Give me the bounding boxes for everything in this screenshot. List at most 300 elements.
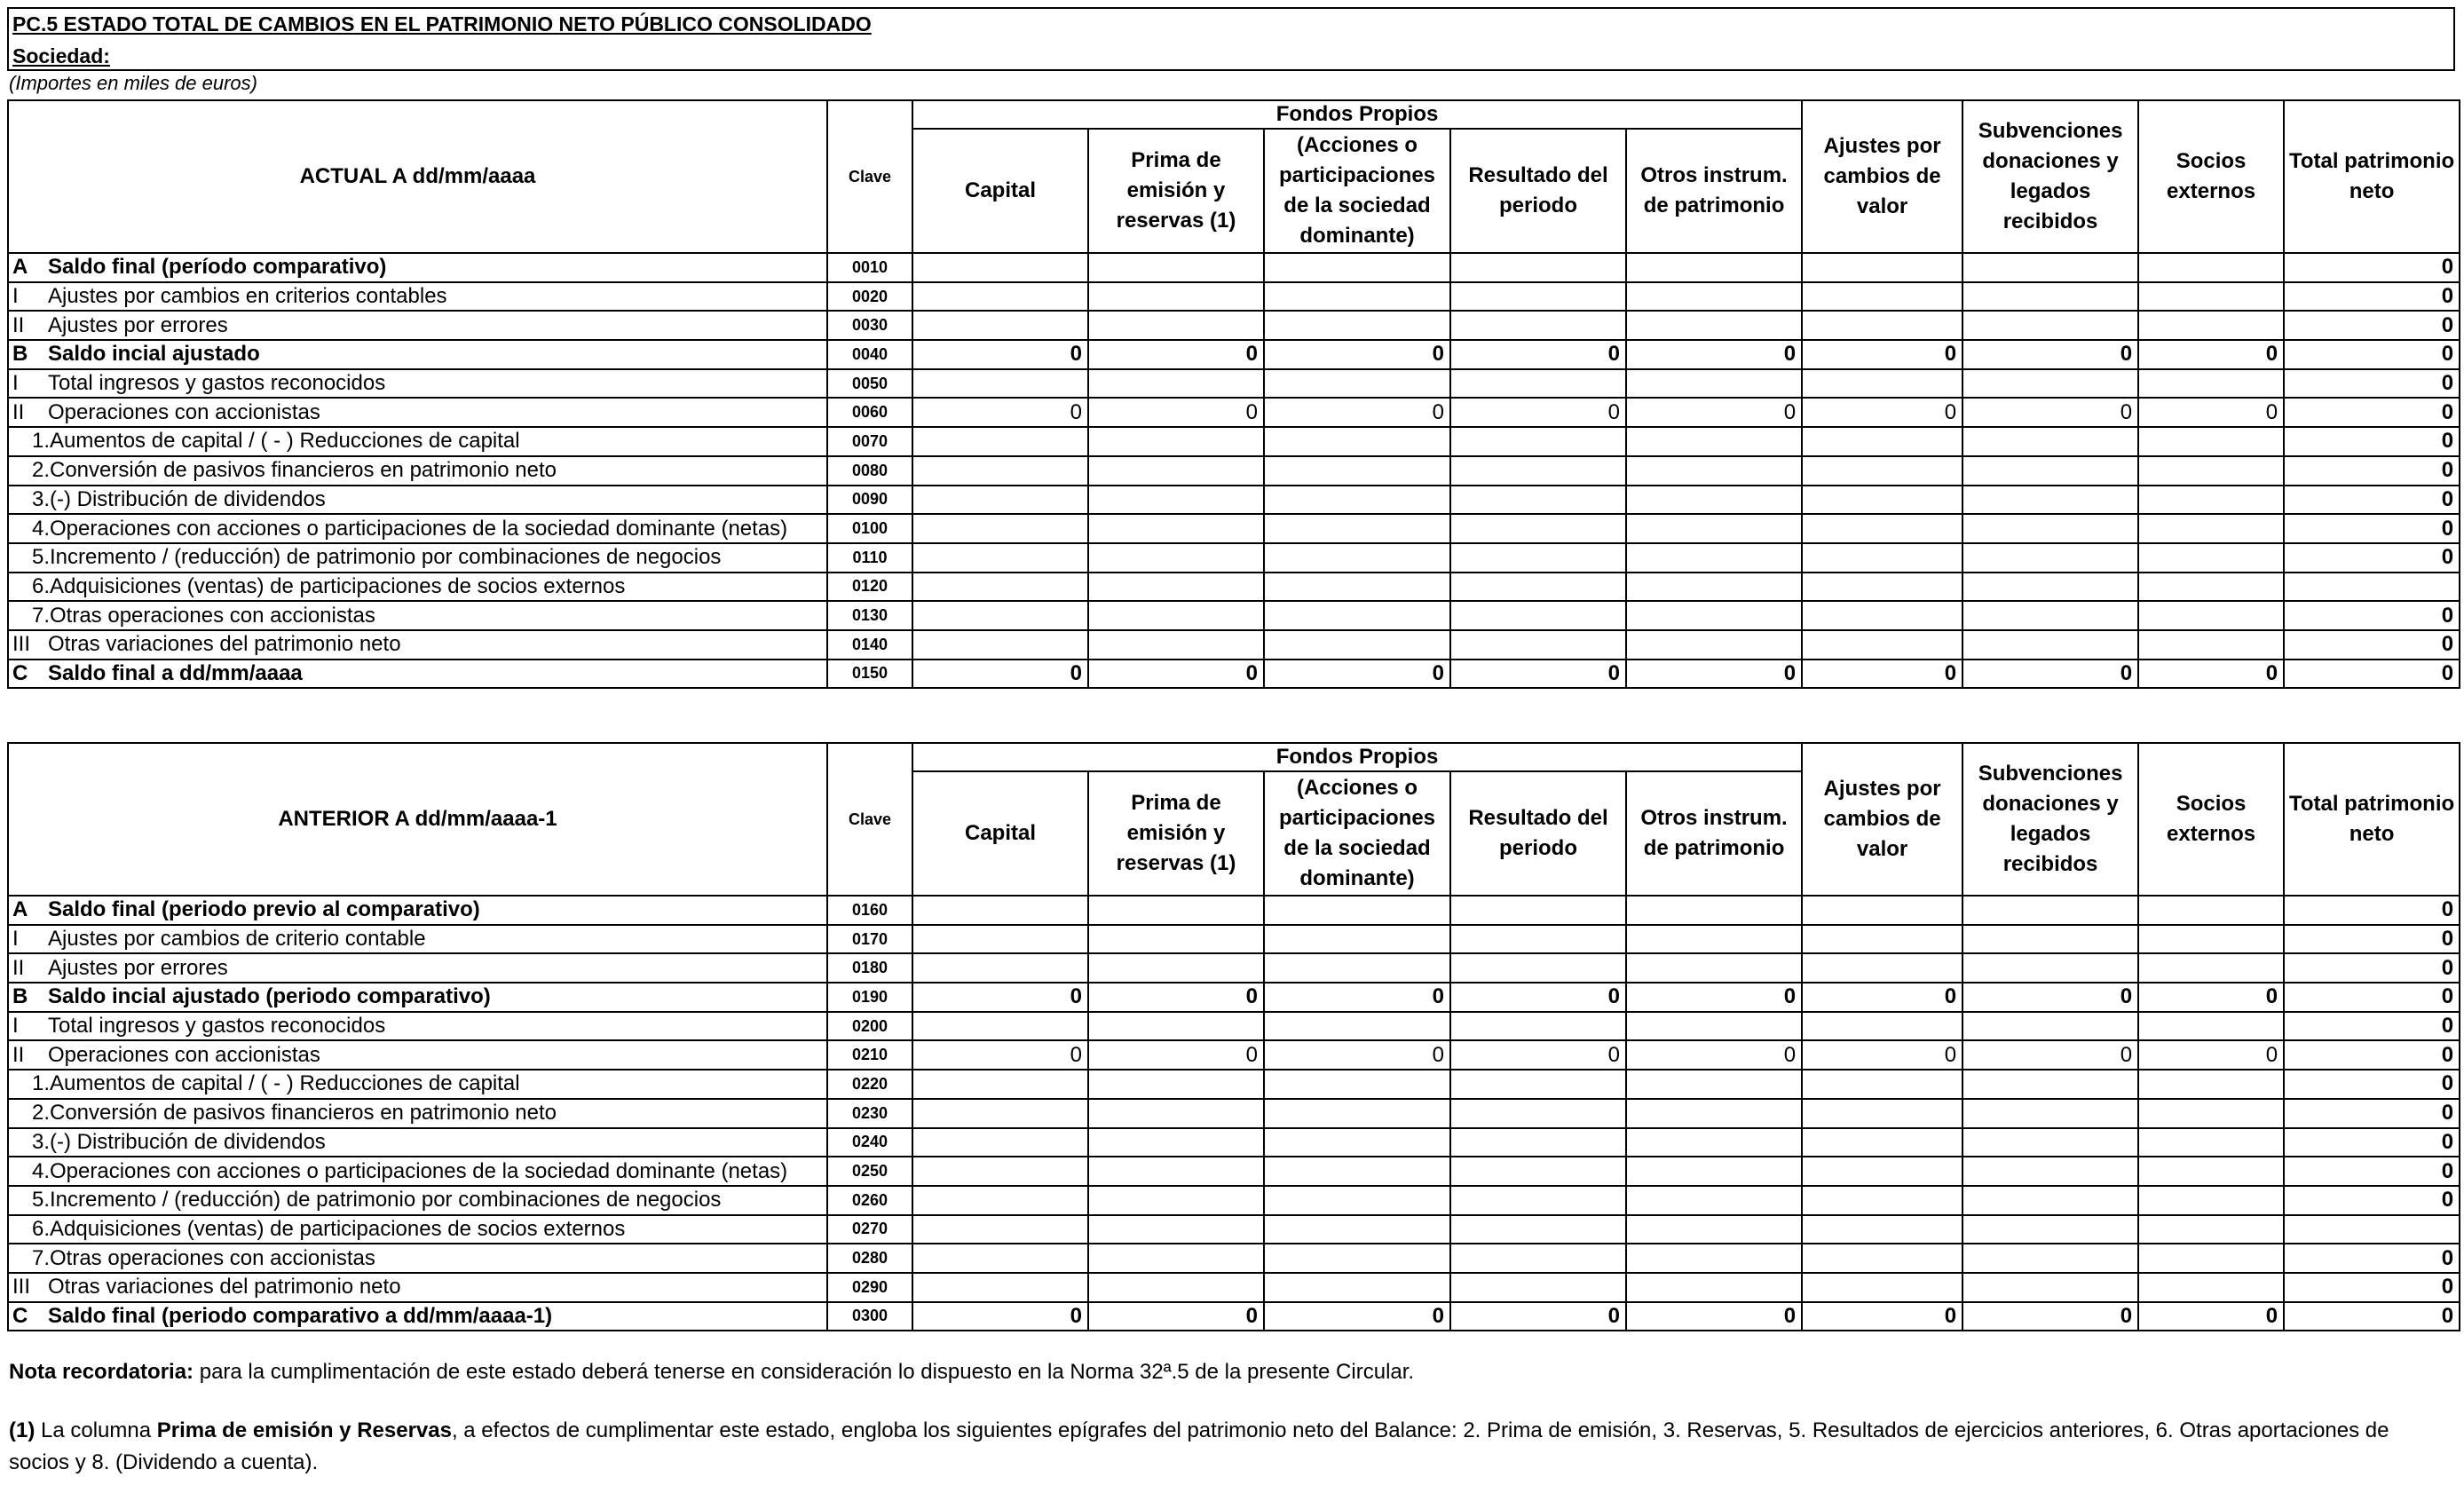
value-cell[interactable]: 0: [912, 1040, 1088, 1070]
value-cell[interactable]: 0: [1088, 660, 1264, 689]
value-cell[interactable]: [1963, 427, 2138, 456]
table-row: [8, 573, 2460, 602]
value-cell[interactable]: [1802, 282, 1963, 312]
value-cell[interactable]: 0: [2284, 369, 2460, 399]
value-cell[interactable]: 0: [2284, 1012, 2460, 1041]
reminder-note: [9, 1360, 1414, 1385]
value-cell[interactable]: [1626, 543, 1802, 573]
footnote-column-name: Prima de emisión y Reservas: [156, 1418, 452, 1442]
value-cell[interactable]: [912, 1128, 1088, 1157]
value-cell[interactable]: [1264, 925, 1450, 954]
value-cell[interactable]: 0: [2138, 1040, 2284, 1070]
value-cell[interactable]: [1802, 427, 1963, 456]
value-cell[interactable]: 0: [2284, 427, 2460, 456]
value-cell[interactable]: 0: [912, 983, 1088, 1012]
value-cell[interactable]: [1264, 456, 1450, 486]
value-cell[interactable]: [1264, 601, 1450, 630]
value-cell[interactable]: 0: [2138, 660, 2284, 689]
value-cell[interactable]: [1802, 543, 1963, 573]
value-cell[interactable]: [1963, 953, 2138, 983]
value-cell[interactable]: 0: [1626, 340, 1802, 369]
value-cell[interactable]: 0: [2284, 1040, 2460, 1070]
value-cell[interactable]: [1088, 486, 1264, 515]
value-cell[interactable]: [1802, 1244, 1963, 1273]
value-cell[interactable]: 0: [1963, 660, 2138, 689]
value-cell[interactable]: [1963, 1215, 2138, 1244]
value-cell[interactable]: [1264, 1244, 1450, 1273]
value-cell[interactable]: [1450, 456, 1626, 486]
value-cell[interactable]: [1450, 925, 1626, 954]
value-cell[interactable]: [1088, 896, 1264, 925]
value-cell[interactable]: [2138, 369, 2284, 399]
value-cell[interactable]: [1264, 896, 1450, 925]
value-cell[interactable]: [1264, 1157, 1450, 1186]
row-label-text: Aumentos de capital / ( - ) Reducciones de capital: [50, 1071, 520, 1096]
value-cell[interactable]: [1963, 543, 2138, 573]
value-cell[interactable]: 0: [2284, 543, 2460, 573]
value-cell[interactable]: 0: [1450, 1040, 1626, 1070]
value-cell[interactable]: 0: [1450, 340, 1626, 369]
value-cell[interactable]: [1963, 253, 2138, 282]
value-cell[interactable]: [1264, 369, 1450, 399]
value-cell[interactable]: [1802, 573, 1963, 602]
value-cell[interactable]: [1802, 456, 1963, 486]
row-code: 0130: [827, 601, 912, 630]
value-cell[interactable]: [1802, 253, 1963, 282]
value-cell[interactable]: [1088, 282, 1264, 312]
value-cell[interactable]: [1088, 1157, 1264, 1186]
value-cell[interactable]: [1450, 1186, 1626, 1215]
value-cell[interactable]: [2138, 1157, 2284, 1186]
value-cell[interactable]: [1963, 1244, 2138, 1273]
value-cell[interactable]: [1264, 1070, 1450, 1099]
sociedad-label: Sociedad:: [12, 44, 110, 67]
value-cell[interactable]: [912, 514, 1088, 543]
value-cell[interactable]: 0: [1264, 398, 1450, 427]
value-cell[interactable]: [1450, 601, 1626, 630]
value-cell[interactable]: [1264, 1273, 1450, 1302]
value-cell[interactable]: [2138, 925, 2284, 954]
value-cell[interactable]: 0: [1264, 340, 1450, 369]
value-cell[interactable]: [1264, 953, 1450, 983]
value-cell[interactable]: [1450, 514, 1626, 543]
value-cell[interactable]: [1088, 1070, 1264, 1099]
value-cell[interactable]: [1088, 369, 1264, 399]
value-cell[interactable]: 0: [1264, 660, 1450, 689]
value-cell[interactable]: 0: [1626, 1040, 1802, 1070]
value-cell[interactable]: [2138, 1186, 2284, 1215]
value-cell[interactable]: [2138, 1244, 2284, 1273]
table-row: [8, 1040, 2460, 1070]
value-cell[interactable]: [912, 953, 1088, 983]
value-cell[interactable]: [1802, 601, 1963, 630]
value-cell[interactable]: [1626, 311, 1802, 340]
value-cell[interactable]: [1626, 925, 1802, 954]
column-header-acciones: (Acciones o participaciones de la sociedad dominante): [1264, 129, 1450, 253]
value-cell[interactable]: [1626, 1215, 1802, 1244]
value-cell[interactable]: [1963, 282, 2138, 312]
value-cell[interactable]: 0: [2284, 1099, 2460, 1128]
value-cell[interactable]: 0: [1450, 983, 1626, 1012]
value-cell[interactable]: 0: [912, 398, 1088, 427]
value-cell[interactable]: [912, 896, 1088, 925]
value-cell[interactable]: 0: [2284, 311, 2460, 340]
value-cell[interactable]: [912, 543, 1088, 573]
value-cell[interactable]: [1963, 456, 2138, 486]
value-cell[interactable]: 0: [2284, 1244, 2460, 1273]
value-cell[interactable]: [1802, 1099, 1963, 1128]
value-cell[interactable]: [1963, 486, 2138, 515]
value-cell[interactable]: [912, 1157, 1088, 1186]
value-cell[interactable]: [1802, 514, 1963, 543]
value-cell[interactable]: [2138, 253, 2284, 282]
value-cell[interactable]: [1626, 456, 1802, 486]
value-cell[interactable]: [912, 1273, 1088, 1302]
value-cell[interactable]: [1088, 1244, 1264, 1273]
value-cell[interactable]: [1088, 311, 1264, 340]
value-cell[interactable]: [1088, 427, 1264, 456]
value-cell[interactable]: 0: [1264, 983, 1450, 1012]
value-cell[interactable]: [1088, 1099, 1264, 1128]
row-label: [8, 601, 827, 630]
value-cell[interactable]: [2138, 456, 2284, 486]
value-cell[interactable]: 0: [1802, 660, 1963, 689]
value-cell[interactable]: [1264, 311, 1450, 340]
value-cell[interactable]: [1963, 1128, 2138, 1157]
table-row: [8, 1070, 2460, 1099]
value-cell[interactable]: [2138, 282, 2284, 312]
value-cell[interactable]: 0: [2284, 925, 2460, 954]
value-cell[interactable]: 0: [1088, 398, 1264, 427]
value-cell[interactable]: [1963, 1070, 2138, 1099]
value-cell[interactable]: 0: [2284, 896, 2460, 925]
row-code: 0120: [827, 573, 912, 602]
value-cell[interactable]: [1802, 369, 1963, 399]
value-cell[interactable]: 0: [912, 1302, 1088, 1331]
value-cell[interactable]: [1450, 573, 1626, 602]
value-cell[interactable]: [912, 427, 1088, 456]
value-cell[interactable]: [1963, 311, 2138, 340]
value-cell[interactable]: [1802, 630, 1963, 660]
value-cell[interactable]: 0: [2284, 1273, 2460, 1302]
value-cell[interactable]: 0: [2284, 1186, 2460, 1215]
value-cell[interactable]: [1963, 1012, 2138, 1041]
value-cell[interactable]: 0: [1802, 1040, 1963, 1070]
value-cell[interactable]: [1802, 1215, 1963, 1244]
value-cell[interactable]: 0: [1088, 1040, 1264, 1070]
value-cell[interactable]: [1264, 253, 1450, 282]
value-cell[interactable]: [1963, 573, 2138, 602]
value-cell[interactable]: [1963, 1186, 2138, 1215]
value-cell[interactable]: [1088, 925, 1264, 954]
value-cell[interactable]: [912, 1215, 1088, 1244]
value-cell[interactable]: 0: [2284, 1302, 2460, 1331]
value-cell[interactable]: [1626, 1186, 1802, 1215]
value-cell[interactable]: [1802, 925, 1963, 954]
value-cell[interactable]: [912, 1244, 1088, 1273]
value-cell[interactable]: [1963, 630, 2138, 660]
value-cell[interactable]: [2138, 427, 2284, 456]
value-cell[interactable]: [1626, 514, 1802, 543]
value-cell[interactable]: [1450, 1244, 1626, 1273]
value-cell[interactable]: [1264, 1099, 1450, 1128]
value-cell[interactable]: [1626, 1099, 1802, 1128]
value-cell[interactable]: [1264, 630, 1450, 660]
value-cell[interactable]: [1264, 514, 1450, 543]
value-cell[interactable]: [2138, 1070, 2284, 1099]
value-cell[interactable]: [2138, 543, 2284, 573]
value-cell[interactable]: 0: [1963, 1302, 2138, 1331]
value-cell[interactable]: [1802, 953, 1963, 983]
value-cell[interactable]: [2284, 1215, 2460, 1244]
value-cell[interactable]: 0: [1088, 1302, 1264, 1331]
value-cell[interactable]: [1450, 1070, 1626, 1099]
value-cell[interactable]: [2138, 486, 2284, 515]
value-cell[interactable]: 0: [2284, 1070, 2460, 1099]
row-label: [8, 1186, 827, 1215]
value-cell[interactable]: 0: [1450, 1302, 1626, 1331]
value-cell[interactable]: [912, 1186, 1088, 1215]
value-cell[interactable]: [1802, 1157, 1963, 1186]
row-index: 2.: [32, 1101, 51, 1126]
value-cell[interactable]: 0: [1264, 1302, 1450, 1331]
value-cell[interactable]: [1626, 630, 1802, 660]
row-code: 0200: [827, 1012, 912, 1041]
value-cell[interactable]: [1088, 514, 1264, 543]
value-cell[interactable]: [912, 253, 1088, 282]
value-cell[interactable]: [1450, 543, 1626, 573]
value-cell[interactable]: [1088, 953, 1264, 983]
row-index: I: [12, 371, 19, 396]
value-cell[interactable]: [2138, 953, 2284, 983]
value-cell[interactable]: [1450, 896, 1626, 925]
value-cell[interactable]: [2138, 601, 2284, 630]
value-cell[interactable]: [912, 630, 1088, 660]
value-cell[interactable]: 0: [2284, 983, 2460, 1012]
row-label-text: Otras variaciones del patrimonio neto: [48, 1275, 401, 1299]
value-cell[interactable]: [1626, 601, 1802, 630]
value-cell[interactable]: [1264, 427, 1450, 456]
value-cell[interactable]: 0: [2284, 340, 2460, 369]
value-cell[interactable]: [2138, 630, 2284, 660]
value-cell[interactable]: [1963, 925, 2138, 954]
value-cell[interactable]: [1264, 543, 1450, 573]
value-cell[interactable]: [1088, 543, 1264, 573]
value-cell[interactable]: [1264, 1012, 1450, 1041]
value-cell[interactable]: [1450, 282, 1626, 312]
value-cell[interactable]: 0: [1626, 660, 1802, 689]
value-cell[interactable]: 0: [912, 660, 1088, 689]
value-cell[interactable]: 0: [2284, 953, 2460, 983]
value-cell[interactable]: [1088, 1186, 1264, 1215]
value-cell[interactable]: [1088, 1128, 1264, 1157]
value-cell[interactable]: 0: [2284, 630, 2460, 660]
value-cell[interactable]: [1264, 282, 1450, 312]
value-cell[interactable]: [1626, 427, 1802, 456]
column-header-subvenciones: Subvenciones donaciones y legados recibidos: [1963, 100, 2138, 253]
value-cell[interactable]: [1450, 1215, 1626, 1244]
row-label: [8, 1099, 827, 1128]
value-cell[interactable]: [1450, 1273, 1626, 1302]
value-cell[interactable]: 0: [2138, 1302, 2284, 1331]
value-cell[interactable]: 0: [2284, 456, 2460, 486]
value-cell[interactable]: [1450, 253, 1626, 282]
value-cell[interactable]: 0: [1802, 1302, 1963, 1331]
value-cell[interactable]: 0: [1450, 660, 1626, 689]
value-cell[interactable]: 0: [2284, 486, 2460, 515]
value-cell[interactable]: 0: [2284, 253, 2460, 282]
row-label: [8, 1215, 827, 1244]
row-label: [8, 253, 827, 282]
value-cell[interactable]: [1450, 311, 1626, 340]
value-cell[interactable]: 0: [1626, 983, 1802, 1012]
value-cell[interactable]: [1963, 369, 2138, 399]
value-cell[interactable]: [1450, 1128, 1626, 1157]
value-cell[interactable]: [1450, 1157, 1626, 1186]
value-cell[interactable]: [912, 573, 1088, 602]
value-cell[interactable]: [1802, 311, 1963, 340]
value-cell[interactable]: [1450, 427, 1626, 456]
value-cell[interactable]: [1802, 1128, 1963, 1157]
value-cell[interactable]: [1626, 369, 1802, 399]
value-cell[interactable]: [1963, 601, 2138, 630]
value-cell[interactable]: 0: [1802, 340, 1963, 369]
value-cell[interactable]: [1264, 1186, 1450, 1215]
value-cell[interactable]: [912, 369, 1088, 399]
value-cell[interactable]: [1626, 1157, 1802, 1186]
value-cell[interactable]: [1450, 1099, 1626, 1128]
value-cell[interactable]: [912, 925, 1088, 954]
value-cell[interactable]: [2138, 1128, 2284, 1157]
value-cell[interactable]: 0: [1802, 398, 1963, 427]
value-cell[interactable]: [1802, 1186, 1963, 1215]
value-cell[interactable]: [1626, 1128, 1802, 1157]
value-cell[interactable]: [2138, 1012, 2284, 1041]
value-cell[interactable]: [1802, 1070, 1963, 1099]
value-cell[interactable]: [2138, 573, 2284, 602]
value-cell[interactable]: 0: [1963, 983, 2138, 1012]
value-cell[interactable]: [2138, 1215, 2284, 1244]
value-cell[interactable]: [1626, 573, 1802, 602]
value-cell[interactable]: [1963, 1273, 2138, 1302]
value-cell[interactable]: [1264, 573, 1450, 602]
value-cell[interactable]: [1802, 1012, 1963, 1041]
row-label-text: Otras operaciones con accionistas: [50, 603, 375, 628]
value-cell[interactable]: 0: [2284, 660, 2460, 689]
value-cell[interactable]: [1264, 1215, 1450, 1244]
value-cell[interactable]: 0: [2284, 398, 2460, 427]
value-cell[interactable]: [2138, 514, 2284, 543]
value-cell[interactable]: [1264, 486, 1450, 515]
value-cell[interactable]: 0: [1450, 398, 1626, 427]
value-cell[interactable]: 0: [1626, 398, 1802, 427]
value-cell[interactable]: [1963, 1157, 2138, 1186]
value-cell[interactable]: 0: [912, 340, 1088, 369]
value-cell[interactable]: 0: [1264, 1040, 1450, 1070]
value-cell[interactable]: [1450, 630, 1626, 660]
value-cell[interactable]: [1802, 1273, 1963, 1302]
value-cell[interactable]: 0: [2284, 601, 2460, 630]
row-label-text: Saldo final a dd/mm/aaaa: [48, 660, 303, 685]
value-cell[interactable]: [1626, 953, 1802, 983]
value-cell[interactable]: 0: [2138, 983, 2284, 1012]
value-cell[interactable]: [2138, 1099, 2284, 1128]
value-cell[interactable]: [1626, 1244, 1802, 1273]
value-cell[interactable]: [1088, 601, 1264, 630]
value-cell[interactable]: [2284, 573, 2460, 602]
value-cell[interactable]: 0: [1088, 983, 1264, 1012]
value-cell[interactable]: [1626, 896, 1802, 925]
table-row: [8, 925, 2460, 954]
value-cell[interactable]: [1626, 282, 1802, 312]
value-cell[interactable]: [1626, 1012, 1802, 1041]
value-cell[interactable]: 0: [2284, 282, 2460, 312]
value-cell[interactable]: [1088, 1012, 1264, 1041]
value-cell[interactable]: [912, 1070, 1088, 1099]
value-cell[interactable]: [1450, 953, 1626, 983]
column-header-clave: Clave: [827, 743, 912, 896]
value-cell[interactable]: [1626, 1273, 1802, 1302]
value-cell[interactable]: [2138, 1273, 2284, 1302]
value-cell[interactable]: [912, 1012, 1088, 1041]
value-cell[interactable]: [1088, 1273, 1264, 1302]
value-cell[interactable]: [2138, 896, 2284, 925]
value-cell[interactable]: [1450, 1012, 1626, 1041]
row-index: C: [12, 660, 28, 685]
value-cell[interactable]: [1626, 253, 1802, 282]
value-cell[interactable]: [1088, 456, 1264, 486]
value-cell[interactable]: [1802, 896, 1963, 925]
value-cell[interactable]: [1963, 514, 2138, 543]
value-cell[interactable]: 0: [2284, 514, 2460, 543]
value-cell[interactable]: [1963, 1099, 2138, 1128]
value-cell[interactable]: [912, 456, 1088, 486]
row-label: [8, 1128, 827, 1157]
value-cell[interactable]: 0: [1963, 340, 2138, 369]
value-cell[interactable]: [1088, 630, 1264, 660]
value-cell[interactable]: 0: [2138, 340, 2284, 369]
value-cell[interactable]: 0: [1963, 398, 2138, 427]
value-cell[interactable]: 0: [1802, 983, 1963, 1012]
value-cell[interactable]: [912, 486, 1088, 515]
row-code: 0210: [827, 1040, 912, 1070]
row-label-text: Otras operaciones con accionistas: [50, 1245, 375, 1270]
value-cell[interactable]: 0: [1626, 1302, 1802, 1331]
row-index: B: [12, 342, 28, 367]
value-cell[interactable]: [912, 282, 1088, 312]
reminder-note-text: para la cumplimentación de este estado deberá tenerse en consideración lo dispuesto en la Norma 32ª.5 de la presente Circular.: [193, 1360, 1415, 1384]
value-cell[interactable]: [912, 1099, 1088, 1128]
value-cell[interactable]: [1626, 1070, 1802, 1099]
value-cell[interactable]: [1450, 369, 1626, 399]
value-cell[interactable]: [1450, 486, 1626, 515]
value-cell[interactable]: [1264, 1128, 1450, 1157]
value-cell[interactable]: 0: [2284, 1128, 2460, 1157]
value-cell[interactable]: 0: [1963, 1040, 2138, 1070]
value-cell[interactable]: [1088, 253, 1264, 282]
value-cell[interactable]: [912, 311, 1088, 340]
value-cell[interactable]: 0: [1088, 340, 1264, 369]
value-cell[interactable]: [1626, 486, 1802, 515]
value-cell[interactable]: [1963, 896, 2138, 925]
value-cell[interactable]: [1088, 1215, 1264, 1244]
value-cell[interactable]: [912, 601, 1088, 630]
value-cell[interactable]: [1802, 486, 1963, 515]
value-cell[interactable]: [1088, 573, 1264, 602]
value-cell[interactable]: 0: [2284, 1157, 2460, 1186]
value-cell[interactable]: [2138, 311, 2284, 340]
value-cell[interactable]: 0: [2138, 398, 2284, 427]
